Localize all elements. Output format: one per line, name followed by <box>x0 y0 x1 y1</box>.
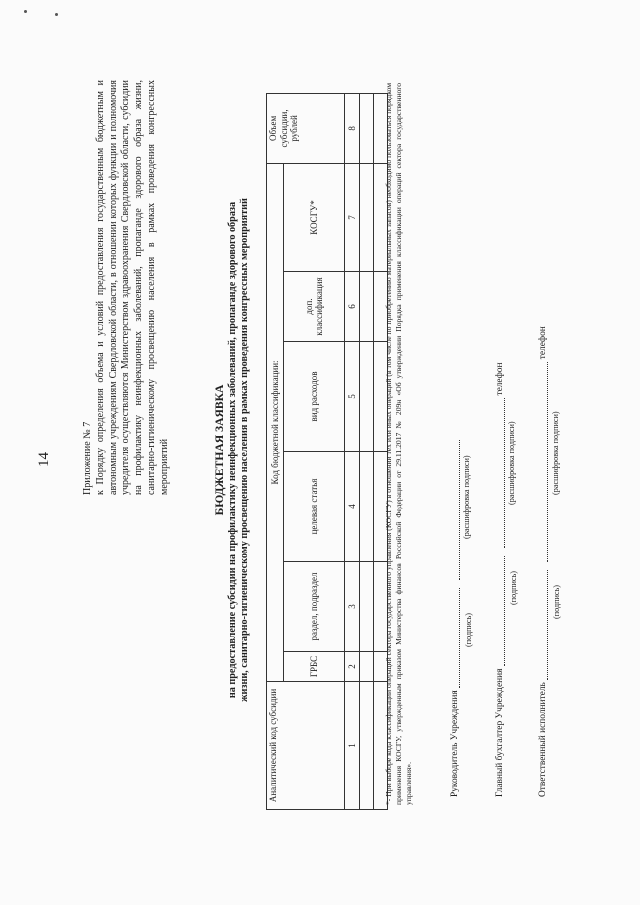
table-cell <box>360 163 374 271</box>
title-main: БЮДЖЕТНАЯ ЗАЯВКА <box>213 384 226 516</box>
table-cell <box>360 682 374 810</box>
signature-head-label: Руководитель Учреждения <box>450 690 460 797</box>
signature-head <box>450 440 460 797</box>
table-cell <box>360 562 374 652</box>
title-line-2: жизни, санитарно-гигиеническому просвещению населения в рамках проведения конгрессных мероприятий <box>239 198 250 702</box>
header-grbs: ГРБС <box>284 652 345 682</box>
caption-sign: (подпись) <box>509 571 518 605</box>
header-target-article: целевая статья <box>284 452 345 562</box>
signature-accountant-label: Главный бухгалтер Учреждения <box>495 668 505 797</box>
table-cell <box>360 652 374 682</box>
table-cell: 7 <box>345 163 360 271</box>
appendix-heading: Приложение № 7 <box>82 421 93 495</box>
caption-decode: (расшифровка подписи) <box>551 411 560 495</box>
header-extra-classification: доп. классификация <box>284 272 345 342</box>
table-cell: 5 <box>345 342 360 452</box>
footnote-text: *- При выборе кода классификации операций сектора государственного управления (КОСГУ) в отношении тех или иных операций (в том числе по приобретению материальных запасов) необходимо пользоваться порядком применения КОСГУ, утвержденным приказом Министерства финансов Российской Федерации от 29.11.2017 № 209н «Об утверждении Порядка применения классификации операций сектора государственного управления». <box>384 83 414 805</box>
table-number-row <box>345 93 360 809</box>
title-line-1: на предоставление субсидии на профилактику неинфекционных заболеваний, пропаганде здорового образа <box>226 201 238 699</box>
table-header-row <box>267 93 284 809</box>
phone-label: телефон <box>495 362 505 396</box>
table-cell <box>360 93 374 163</box>
header-analytic-code: Аналитический код субсидии <box>267 682 345 810</box>
signature-line <box>495 556 505 666</box>
table-cell: 1 <box>345 682 360 810</box>
table-cell <box>360 272 374 342</box>
signature-line <box>495 398 505 548</box>
table-cell: 4 <box>345 452 360 562</box>
header-budget-classification: Код бюджетной классификации: <box>267 163 284 681</box>
signature-line <box>538 570 548 680</box>
caption-decode: (расшифровка подписи) <box>507 421 516 505</box>
document-title <box>214 105 252 795</box>
signature-executor <box>538 326 548 797</box>
signature-line <box>538 362 548 562</box>
signature-line <box>450 440 460 580</box>
caption-sign: (подпись) <box>552 585 561 619</box>
table-cell: 3 <box>345 562 360 652</box>
table-cell: 6 <box>345 272 360 342</box>
appendix-block <box>82 80 172 495</box>
table-cell: 2 <box>345 652 360 682</box>
signature-line <box>450 588 460 688</box>
header-section: раздел, подраздел <box>284 562 345 652</box>
header-kosgu: КОСГУ* <box>284 163 345 271</box>
signature-accountant <box>495 363 505 798</box>
appendix-body: к Порядку определения объема и условий предоставления государственным бюджетным и автономным учреждениям Свердловской области, в отношении которых функции и полномочия учредителя осуществляются Министерством здравоохранения Свердловской области, субсидии на профилактику неинфекционных заболеваний, пропаганде здорового образа жизни, санитарно-гигиеническому просвещению населения в рамках проведения конгрессных мероприятий <box>94 80 170 495</box>
caption-decode: (расшифровка подписи) <box>462 455 471 539</box>
table-cell <box>360 452 374 562</box>
table-row <box>360 93 374 809</box>
signature-executor-label: Ответственный исполнитель <box>538 682 548 797</box>
header-expense-type: вид расходов <box>284 342 345 452</box>
table-cell: 8 <box>345 93 360 163</box>
table-cell <box>360 342 374 452</box>
phone-label: телефон <box>538 326 548 360</box>
caption-sign: (подпись) <box>464 613 473 647</box>
budget-table <box>266 93 388 810</box>
page-number: 14 <box>36 452 52 467</box>
header-subsidy-volume: Объем субсидии, рублей <box>267 93 345 163</box>
footnote <box>384 83 415 805</box>
